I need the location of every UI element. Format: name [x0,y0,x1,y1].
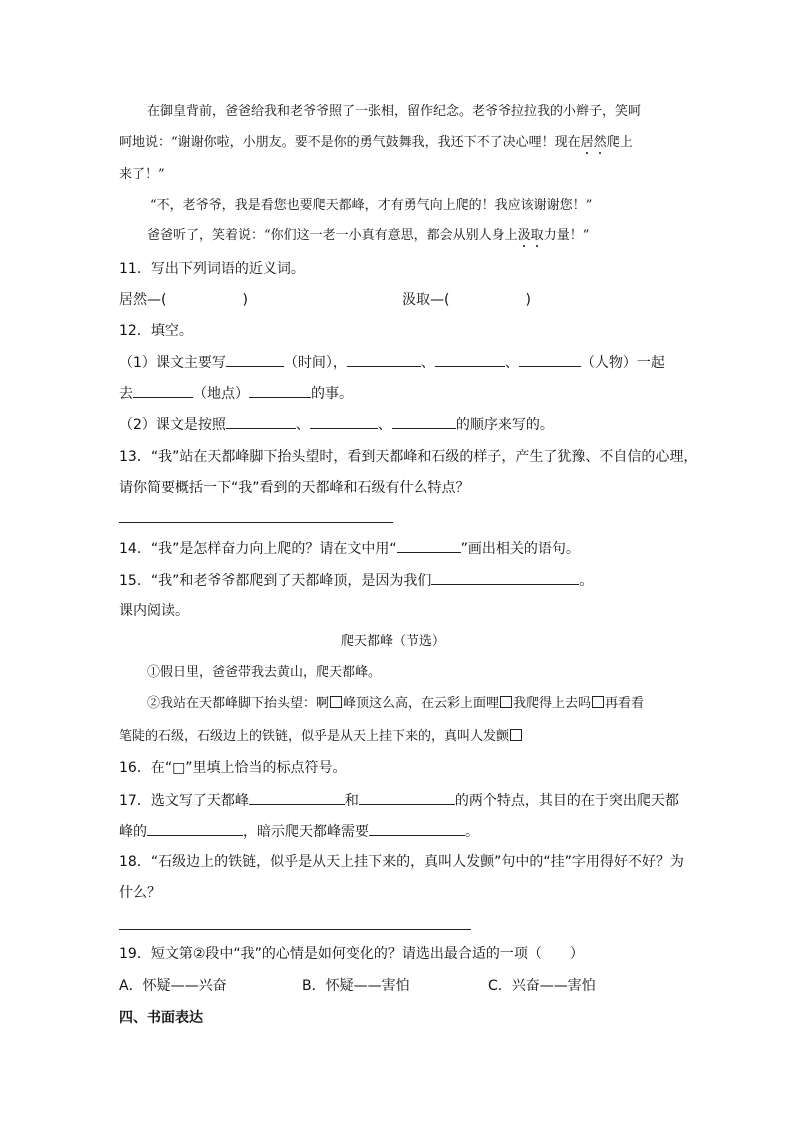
question-11-title: 11．写出下列词语的近义词。 [119,261,305,277]
reading-label: 课内阅读。 [119,603,189,619]
fill-blank[interactable] [249,790,345,805]
passage-line: “不，老爷爷，我是看您也要爬天都峰，才有勇气向上爬的！我应该谢谢您！” [150,198,593,213]
passage-line: 笔陡的石级，石级边上的铁链，似乎是从天上挂下来的，真叫人发颤 [119,727,523,747]
fill-blank[interactable] [226,352,284,367]
fill-blank[interactable] [226,414,296,429]
section-heading: 四、书面表达 [119,1010,203,1026]
question-18-line1: 18．“石级边上的铁链，似乎是从天上挂下来的，真叫人发颤”句中的“挂”字用得好不好？为 [119,854,684,870]
fill-blank[interactable] [133,383,193,398]
answer-line[interactable] [119,929,471,930]
option-a[interactable]: A．怀疑——兴奋 [119,978,227,994]
emphasis-char: 汲 [517,228,531,243]
punctuation-box[interactable] [510,729,522,741]
question-13-line1: 13．“我”站在天都峰脚下抬头望时，看到天都峰和石级的样子，产生了犹豫、不自信的心理， [119,449,698,465]
fill-blank[interactable] [249,383,311,398]
fill-blank[interactable] [397,538,461,553]
question-15: 15．“我”和老爷爷都爬到了天都峰顶，是因为我们 。 [119,570,593,591]
q12-line1: （1）课文主要写 （时间）， 、 、 （人物）一起 [119,352,665,373]
fill-blank[interactable] [435,352,505,367]
question-18-line2: 什么？ [119,885,161,901]
passage-line: 呵地说：“谢谢你啦，小朋友。要不是你的勇气鼓舞我，我还下不了决心哩！现在居然爬上 [119,135,633,150]
q11-word1: 居然—( ) [119,292,248,308]
punctuation-box[interactable] [592,696,604,708]
fill-blank[interactable] [392,414,456,429]
option-c[interactable]: C．兴奋——害怕 [488,978,596,994]
question-12-title: 12．填空。 [119,323,193,339]
question-17-line1: 17．选文写了天都峰 和 的两个特点，其目的在于突出爬天都 [119,790,679,811]
question-19-title: 19．短文第②段中“我”的心情是如何变化的？请选出最合适的一项（ ） [119,946,584,962]
fill-blank[interactable] [359,790,455,805]
answer-line[interactable] [119,522,393,523]
passage-line: ①假日里，爸爸带我去黄山，爬天都峰。 [147,665,382,680]
fill-blank[interactable] [147,821,243,836]
question-16: 16．在“□”里填上恰当的标点符号。 [119,760,347,776]
passage-line: 在御皇背前，爸爸给我和老爷爷照了一张相，留作纪念。老爷爷拉拉我的小辫子，笑呵 [147,104,642,119]
question-14: 14．“我”是怎样奋力向上爬的？请在文中用“ ”画出相关的语句。 [119,538,580,559]
emphasis-char: 居 [580,135,594,150]
question-17-line2: 峰的 ，暗示爬天都峰需要 。 [119,821,479,842]
q12-line2: 去 （地点） 的事。 [119,383,353,404]
punctuation-box[interactable] [330,696,342,708]
fill-blank[interactable] [310,414,378,429]
fill-blank[interactable] [519,352,581,367]
question-13-line2: 请你简要概括一下“我”看到的天都峰和石级有什么特点？ [119,480,470,496]
q11-word2: 汲取—( ) [402,292,531,308]
emphasis-char: 取 [530,228,544,243]
passage-title: 爬天都峰（节选） [341,634,446,649]
passage-line: ②我站在天都峰脚下抬头望：啊 峰顶这么高，在云彩上面哩 我爬得上去吗 再看看 [147,696,645,711]
fill-blank[interactable] [369,821,465,836]
fill-blank[interactable] [347,352,421,367]
emphasis-char: 然 [593,135,607,150]
option-b[interactable]: B．怀疑——害怕 [302,978,410,994]
q12-line3: （2）课文是按照 、 、 的顺序来写的。 [119,414,554,435]
fill-blank[interactable] [431,570,579,585]
passage-line: 来了！” [119,167,165,182]
passage-line: 爸爸听了，笑着说：“你们这一老一小真有意思，都会从别人身上汲取力量！” [147,228,590,243]
punctuation-box[interactable] [500,696,512,708]
